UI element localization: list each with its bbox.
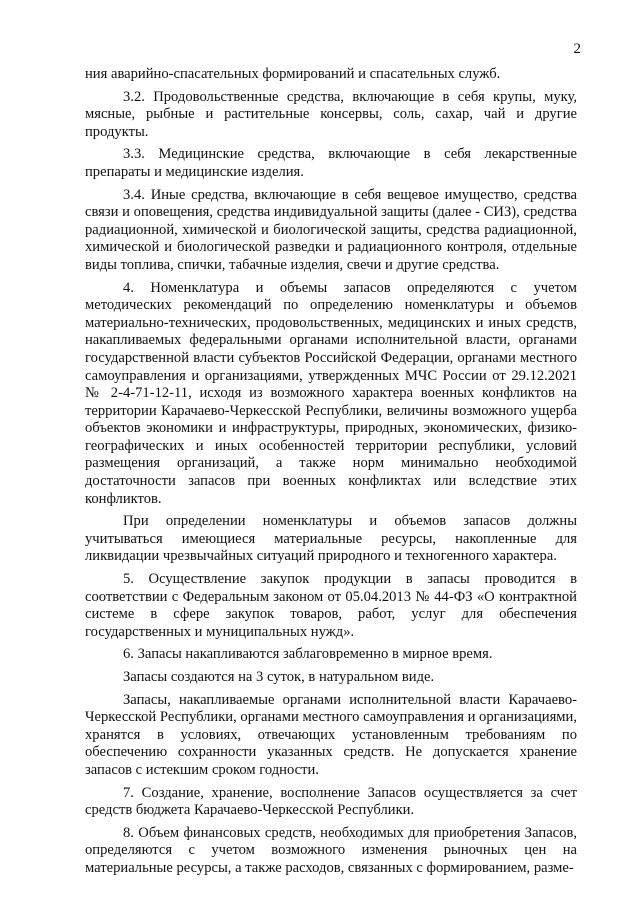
document-body xyxy=(85,66,577,883)
paragraph-4: 4. Номенклатура и объемы запасов определяются с учетом методических рекомендаций по определению номенклатуры и объемов материально-технических, продовольственных, медицинских и иных средств, накапливаемых федеральными органами исполнительной власти, органами государственной власти субъектов Российской Федерации, органами местного самоуправления и организациями, утвержденных МЧС России от 29.12.2021 № 2-4-71-12-11, исходя из возможного характера военных конфликтов на территории Карачаево-Черкесской Республики, величины возможного ущерба объектов экономики и инфраструктуры, природных, экономических, физико-географических и иных особенностей территории республики, условий размещения организаций, а также норм минимально необходимой достаточности запасов при военных конфликтах или вследствие этих конфликтов. xyxy=(85,279,577,507)
paragraph-4-note: При определении номенклатуры и объемов запасов должны учитываться имеющиеся материальные ресурсы, накопленные для ликвидации чрезвычайных ситуаций природного и техногенного характера. xyxy=(85,513,577,565)
paragraph-8: 8. Объем финансовых средств, необходимых для приобретения Запасов, определяются с учетом возможного изменения рыночных цен на материальные ресурсы, а также расходов, связанных с формированием, разме- xyxy=(85,824,577,876)
paragraph-continuation: ния аварийно-спасательных формирований и спасательных служб. xyxy=(85,66,501,82)
page-number: 2 xyxy=(573,41,581,57)
paragraph-3-2: 3.2. Продовольственные средства, включающие в себя крупы, муку, мясные, рыбные и растительные консервы, соль, сахар, чай и другие продукты. xyxy=(85,88,577,140)
paragraph-6: 6. Запасы накапливаются заблаговременно в мирное время. xyxy=(123,646,493,663)
paragraph-7: 7. Создание, хранение, восполнение Запасов осуществляется за счет средств бюджета Карачаево-Черкесской Республики. xyxy=(85,784,577,819)
paragraph-6-storage: Запасы, накапливаемые органами исполнительной власти Карачаево-Черкесской Республики, органами местного самоуправления и организациями, хранятся в условиях, отвечающих установленным требованиям по обеспечению сохранности указанных средств. Не допускается хранение запасов с истекшим сроком годности. xyxy=(85,691,577,778)
paragraph-3-4: 3.4. Иные средства, включающие в себя вещевое имущество, средства связи и оповещения, средства индивидуальной защиты (далее - СИЗ), средства радиационной, химической и биологической защиты, средства радиационной, химической и биологической разведки и радиационного контроля, отдельные виды топлива, спички, табачные изделия, свечи и другие средства. xyxy=(85,186,577,273)
paragraph-3-3: 3.3. Медицинские средства, включающие в себя лекарственные препараты и медицинские изделия. xyxy=(85,146,577,180)
paragraph-6-duration: Запасы создаются на 3 суток, в натуральном виде. xyxy=(123,669,435,685)
paragraph-5: 5. Осуществление закупок продукции в запасы проводится в соответствии с Федеральным законом от 05.04.2013 № 44-ФЗ «О контрактной системе в сфере закупок товаров, работ, услуг для обеспечения государственных и муниципальных нужд». xyxy=(85,571,577,640)
